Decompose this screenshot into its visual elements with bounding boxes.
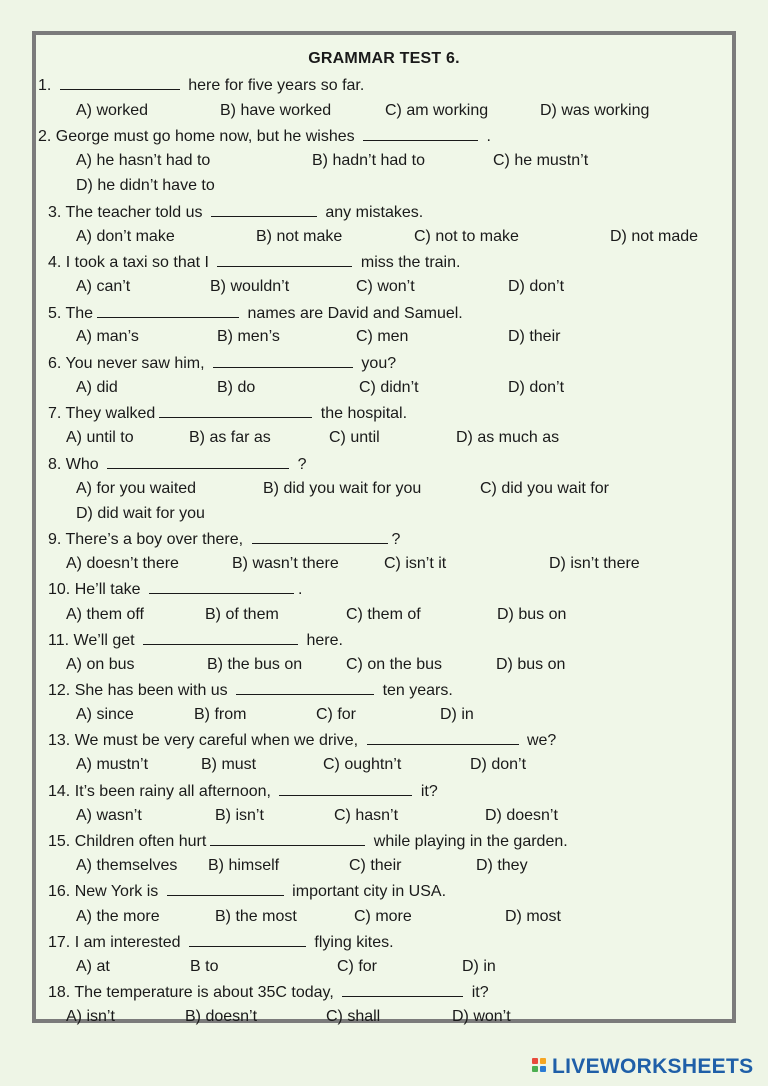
question-13-stem bbox=[48, 730, 556, 751]
question-8-option[interactable]: B) did you wait for you bbox=[263, 480, 422, 497]
question-10-stem bbox=[48, 579, 302, 600]
question-text: we? bbox=[522, 732, 557, 749]
question-12-option[interactable]: D) in bbox=[440, 706, 474, 723]
question-12-option[interactable]: B) from bbox=[194, 706, 247, 723]
question-8-stem bbox=[48, 454, 306, 475]
question-text: 9. There’s a boy over there, bbox=[48, 531, 248, 548]
question-1-option[interactable]: C) am working bbox=[385, 102, 489, 119]
logo-text: LIVEWORKSHEETS bbox=[552, 1055, 754, 1078]
question-15-option[interactable]: B) himself bbox=[208, 857, 280, 874]
question-text: flying kites. bbox=[309, 934, 394, 951]
answer-blank[interactable] bbox=[60, 75, 180, 90]
question-5-option[interactable]: B) men’s bbox=[217, 328, 280, 345]
question-15-stem bbox=[48, 831, 568, 852]
answer-blank[interactable] bbox=[342, 982, 463, 997]
question-3-option[interactable]: A) don’t make bbox=[76, 228, 175, 245]
question-18-option[interactable]: A) isn’t bbox=[66, 1008, 115, 1025]
question-10-option[interactable]: D) bus on bbox=[497, 606, 567, 623]
answer-blank[interactable] bbox=[97, 303, 239, 318]
question-6-option[interactable]: D) don’t bbox=[508, 379, 565, 396]
question-text: names are David and Samuel. bbox=[243, 305, 463, 322]
answer-blank[interactable] bbox=[252, 529, 388, 544]
question-18-option[interactable]: C) shall bbox=[326, 1008, 381, 1025]
question-14-option[interactable]: A) wasn’t bbox=[76, 807, 142, 824]
question-1-option[interactable]: A) worked bbox=[76, 102, 149, 119]
question-4-stem bbox=[48, 252, 460, 273]
question-text: any mistakes. bbox=[320, 204, 424, 221]
question-17-stem bbox=[48, 932, 394, 953]
worksheet-title: GRAMMAR TEST 6. bbox=[308, 50, 460, 67]
question-13-option[interactable]: D) don’t bbox=[470, 756, 527, 773]
question-text: you? bbox=[356, 355, 397, 372]
question-8-option[interactable]: A) for you waited bbox=[76, 480, 197, 497]
question-2-stem bbox=[38, 126, 491, 147]
answer-blank[interactable] bbox=[107, 454, 289, 469]
question-14-option[interactable]: B) isn’t bbox=[215, 807, 264, 824]
question-7-option[interactable]: B) as far as bbox=[189, 429, 271, 446]
question-text: 13. We must be very careful when we drive, bbox=[48, 732, 363, 749]
question-9-option[interactable]: B) wasn’t there bbox=[232, 555, 339, 572]
question-16-stem bbox=[48, 881, 446, 902]
answer-blank[interactable] bbox=[149, 579, 294, 594]
answer-blank[interactable] bbox=[210, 831, 365, 846]
question-6-option[interactable]: C) didn’t bbox=[359, 379, 419, 396]
question-text: 4. I took a taxi so that I bbox=[48, 254, 214, 271]
question-11-option[interactable]: A) on bus bbox=[66, 656, 135, 673]
question-6-option[interactable]: A) did bbox=[76, 379, 118, 396]
question-1-option[interactable]: D) was working bbox=[540, 102, 650, 119]
question-text: ? bbox=[391, 531, 401, 548]
question-text: while playing in the garden. bbox=[369, 833, 568, 850]
answer-blank[interactable] bbox=[213, 353, 353, 368]
question-text: here. bbox=[302, 632, 343, 649]
question-5-option[interactable]: D) their bbox=[508, 328, 561, 345]
question-14-option[interactable]: D) doesn’t bbox=[485, 807, 558, 824]
answer-blank[interactable] bbox=[367, 730, 519, 745]
question-17-option[interactable]: C) for bbox=[337, 958, 377, 975]
question-18-option[interactable]: B) doesn’t bbox=[185, 1008, 258, 1025]
question-9-option[interactable]: C) isn’t it bbox=[384, 555, 447, 572]
question-1-stem bbox=[38, 75, 364, 96]
answer-blank[interactable] bbox=[159, 403, 312, 418]
question-14-option[interactable]: C) hasn’t bbox=[334, 807, 399, 824]
question-text: 3. The teacher told us bbox=[48, 204, 207, 221]
question-4-option[interactable]: A) can’t bbox=[76, 278, 131, 295]
question-6-option[interactable]: B) do bbox=[217, 379, 256, 396]
question-text: . bbox=[482, 128, 491, 145]
question-text: it? bbox=[467, 984, 489, 1001]
question-text: 18. The temperature is about 35C today, bbox=[48, 984, 339, 1001]
question-12-option[interactable]: A) since bbox=[76, 706, 134, 723]
question-text: it? bbox=[416, 783, 438, 800]
question-7-stem bbox=[48, 403, 407, 424]
question-11-option[interactable]: B) the bus on bbox=[207, 656, 303, 673]
question-text: 10. He’ll take bbox=[48, 581, 145, 598]
question-3-option[interactable]: D) not made bbox=[610, 228, 699, 245]
question-8-option[interactable]: D) did wait for you bbox=[76, 505, 205, 522]
question-7-option[interactable]: A) until to bbox=[66, 429, 134, 446]
question-text: the hospital. bbox=[316, 405, 408, 422]
question-5-option[interactable]: C) men bbox=[356, 328, 409, 345]
question-text: miss the train. bbox=[356, 254, 461, 271]
question-4-option[interactable]: C) won’t bbox=[356, 278, 415, 295]
question-3-option[interactable]: C) not to make bbox=[414, 228, 519, 245]
question-10-option[interactable]: A) them off bbox=[66, 606, 144, 623]
question-text: important city in USA. bbox=[287, 883, 447, 900]
question-11-option[interactable]: D) bus on bbox=[496, 656, 566, 673]
question-12-option[interactable]: C) for bbox=[316, 706, 356, 723]
question-6-stem bbox=[48, 353, 396, 374]
question-5-option[interactable]: A) man’s bbox=[76, 328, 139, 345]
question-text: 2. George must go home now, but he wishes bbox=[38, 128, 360, 145]
answer-blank[interactable] bbox=[217, 252, 352, 267]
question-text: here for five years so far. bbox=[183, 77, 365, 94]
question-text: 1. bbox=[38, 77, 56, 94]
question-text: 14. It’s been rainy all afternoon, bbox=[48, 783, 276, 800]
answer-blank[interactable] bbox=[167, 881, 284, 896]
question-4-option[interactable]: B) wouldn’t bbox=[210, 278, 290, 295]
question-17-option[interactable]: A) at bbox=[76, 958, 110, 975]
question-14-stem bbox=[48, 781, 438, 802]
question-text: 5. The bbox=[48, 305, 94, 322]
question-5-stem bbox=[48, 303, 463, 324]
question-16-option[interactable]: C) more bbox=[354, 908, 412, 925]
question-15-option[interactable]: D) they bbox=[476, 857, 528, 874]
answer-blank[interactable] bbox=[189, 932, 306, 947]
question-16-option[interactable]: D) most bbox=[505, 908, 561, 925]
question-text: 17. I am interested bbox=[48, 934, 185, 951]
answer-blank[interactable] bbox=[211, 202, 317, 217]
worksheet bbox=[32, 31, 736, 1023]
question-text: 15. Children often hurt bbox=[48, 833, 207, 850]
question-text: 12. She has been with us bbox=[48, 682, 233, 699]
question-4-option[interactable]: D) don’t bbox=[508, 278, 565, 295]
question-10-option[interactable]: C) them of bbox=[346, 606, 421, 623]
question-17-option[interactable]: D) in bbox=[462, 958, 496, 975]
question-2-option[interactable]: D) he didn’t have to bbox=[76, 177, 215, 194]
question-text: . bbox=[297, 581, 303, 598]
question-3-option[interactable]: B) not make bbox=[256, 228, 343, 245]
question-17-option[interactable]: B to bbox=[190, 958, 219, 975]
question-2-option[interactable]: A) he hasn’t had to bbox=[76, 152, 211, 169]
question-18-option[interactable]: D) won’t bbox=[452, 1008, 511, 1025]
question-9-option[interactable]: A) doesn’t there bbox=[66, 555, 179, 572]
question-7-option[interactable]: D) as much as bbox=[456, 429, 560, 446]
question-3-stem bbox=[48, 202, 423, 223]
question-text: ten years. bbox=[378, 682, 453, 699]
question-text: 11. We’ll get bbox=[48, 632, 140, 649]
answer-blank[interactable] bbox=[143, 630, 298, 645]
question-15-option[interactable]: C) their bbox=[349, 857, 402, 874]
question-18-stem bbox=[48, 982, 489, 1003]
question-9-stem bbox=[48, 529, 400, 550]
question-12-stem bbox=[48, 680, 453, 701]
question-10-option[interactable]: B) of them bbox=[205, 606, 279, 623]
question-13-option[interactable]: A) mustn’t bbox=[76, 756, 149, 773]
question-2-option[interactable]: C) he mustn’t bbox=[493, 152, 589, 169]
answer-blank[interactable] bbox=[236, 680, 374, 695]
question-9-option[interactable]: D) isn’t there bbox=[549, 555, 640, 572]
question-text: ? bbox=[293, 456, 307, 473]
answer-blank[interactable] bbox=[363, 126, 478, 141]
question-13-option[interactable]: C) oughtn’t bbox=[323, 756, 402, 773]
question-11-option[interactable]: C) on the bus bbox=[346, 656, 443, 673]
question-7-option[interactable]: C) until bbox=[329, 429, 380, 446]
question-8-option[interactable]: C) did you wait for bbox=[480, 480, 609, 497]
question-text: 8. Who bbox=[48, 456, 104, 473]
answer-blank[interactable] bbox=[279, 781, 412, 796]
question-text: 16. New York is bbox=[48, 883, 163, 900]
question-11-stem bbox=[48, 630, 343, 651]
question-16-option[interactable]: B) the most bbox=[215, 908, 297, 925]
question-text: 6. You never saw him, bbox=[48, 355, 209, 372]
question-1-option[interactable]: B) have worked bbox=[220, 102, 332, 119]
liveworksheets-logo-icon bbox=[532, 1056, 548, 1078]
question-2-option[interactable]: B) hadn’t had to bbox=[312, 152, 425, 169]
liveworksheets-logo[interactable] bbox=[532, 1054, 753, 1080]
question-15-option[interactable]: A) themselves bbox=[76, 857, 178, 874]
question-text: 7. They walked bbox=[48, 405, 156, 422]
question-16-option[interactable]: A) the more bbox=[76, 908, 160, 925]
question-13-option[interactable]: B) must bbox=[201, 756, 257, 773]
